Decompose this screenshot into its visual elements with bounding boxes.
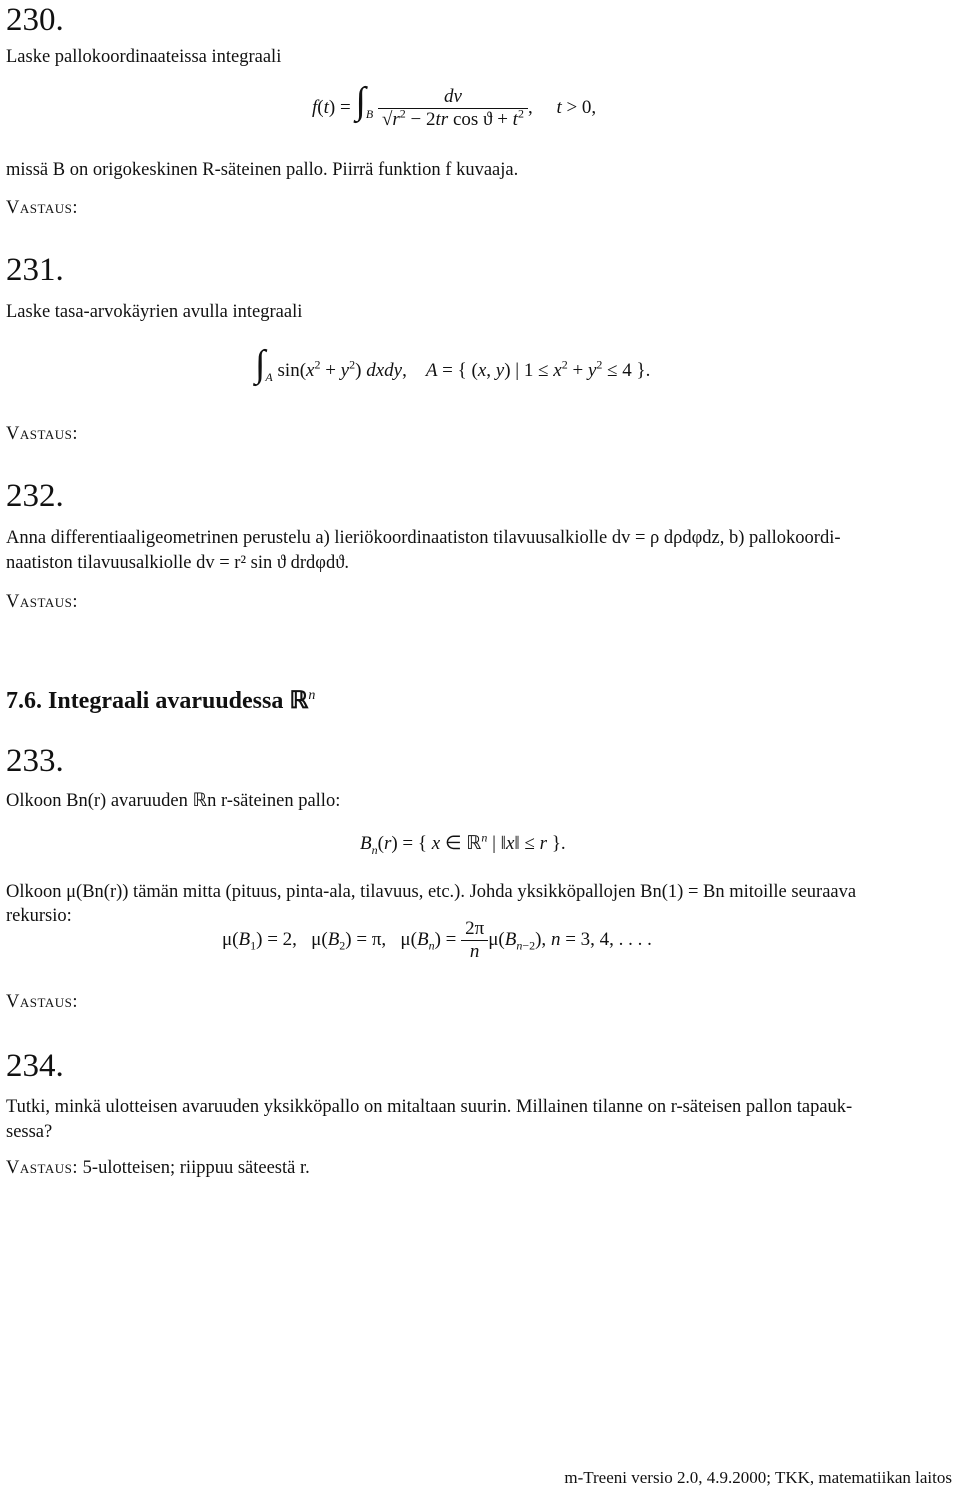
answer-label-232: Vastaus: xyxy=(6,592,79,612)
problem-number-231: 231. xyxy=(6,252,64,288)
problem-232-line1: Anna differentiaaligeometrinen perustelu a) lieriökoordinaatiston tilavuusalkiolle dv = ρ dρdφdz, b) pallokoordi- xyxy=(6,528,841,548)
problem-number-232: 232. xyxy=(6,478,64,514)
section-title: 7.6. Integraali avaruudessa ℝ$^n$ xyxy=(6,688,316,714)
problem-230-after: missä B on origokeskinen R-säteinen pallo. Piirrä funktion f kuvaaja. xyxy=(6,160,519,180)
answer-label-231: Vastaus: xyxy=(6,424,79,444)
problem-234-line2: sessa? xyxy=(6,1122,53,1142)
problem-232-line2: naatiston tilavuusalkiolle dv = r² sin ϑ drdφdϑ. xyxy=(6,553,349,573)
problem-number-230: 230. xyxy=(6,2,64,38)
answer-label-234: Vastaus: xyxy=(6,1158,79,1178)
problem-number-234: 234. xyxy=(6,1048,64,1084)
formula-230: $f(t) = \int_B$ $\frac{dv}{√r^2 - 2tr \cos ϑ + t^2}$ , t > 0, xyxy=(312,80,597,131)
problem-233-line2b: rekursio: xyxy=(6,906,72,926)
answer-label-233: Vastaus: xyxy=(6,992,79,1012)
answer-234-text: 5-ulotteisen; riippuu säteestä r. xyxy=(82,1158,310,1178)
problem-231-text: Laske tasa-arvokäyrien avulla integraali xyxy=(6,302,303,322)
problem-233-line2a: Olkoon μ(Bn(r)) tämän mitta (pituus, pinta-ala, tilavuus, etc.). Johda yksikköpallojen Bn(1) = Bn mitoille seuraava xyxy=(6,882,857,902)
problem-number-233: 233. xyxy=(6,743,64,779)
formula-233-recursion: $\mu(B_1) = 2$, $\mu(B_2) = \pi$, $\mu(B_n)$ = $\frac{2\pi}{n}$ $\mu(B_{n-2})$, n = 3, 4, . . . . xyxy=(222,918,652,962)
formula-233-ball: $B_n(r)$ = { x ∈ ℝ$^n$ | ‖x‖ ≤ r }. xyxy=(360,830,566,857)
formula-231: $\int_A$ $\sin(x^2 + y^2)$ dxdy, A = { (x, y) | $1 \le x^2 + y^2 \le 4$ }. xyxy=(255,343,651,385)
answer-234 xyxy=(6,1158,310,1179)
footer-text: m-Treeni versio 2.0, 4.9.2000; TKK, matematiikan laitos xyxy=(564,1468,952,1487)
problem-234-line1: Tutki, minkä ulotteisen avaruuden yksikköpallo on mitaltaan suurin. Millainen tilanne on r-säteisen pallon tapauk- xyxy=(6,1097,853,1117)
problem-230-text: Laske pallokoordinaateissa integraali xyxy=(6,47,282,67)
problem-233-line1: Olkoon Bn(r) avaruuden ℝn r-säteinen pallo: xyxy=(6,791,341,811)
answer-label-230: Vastaus: xyxy=(6,198,79,218)
